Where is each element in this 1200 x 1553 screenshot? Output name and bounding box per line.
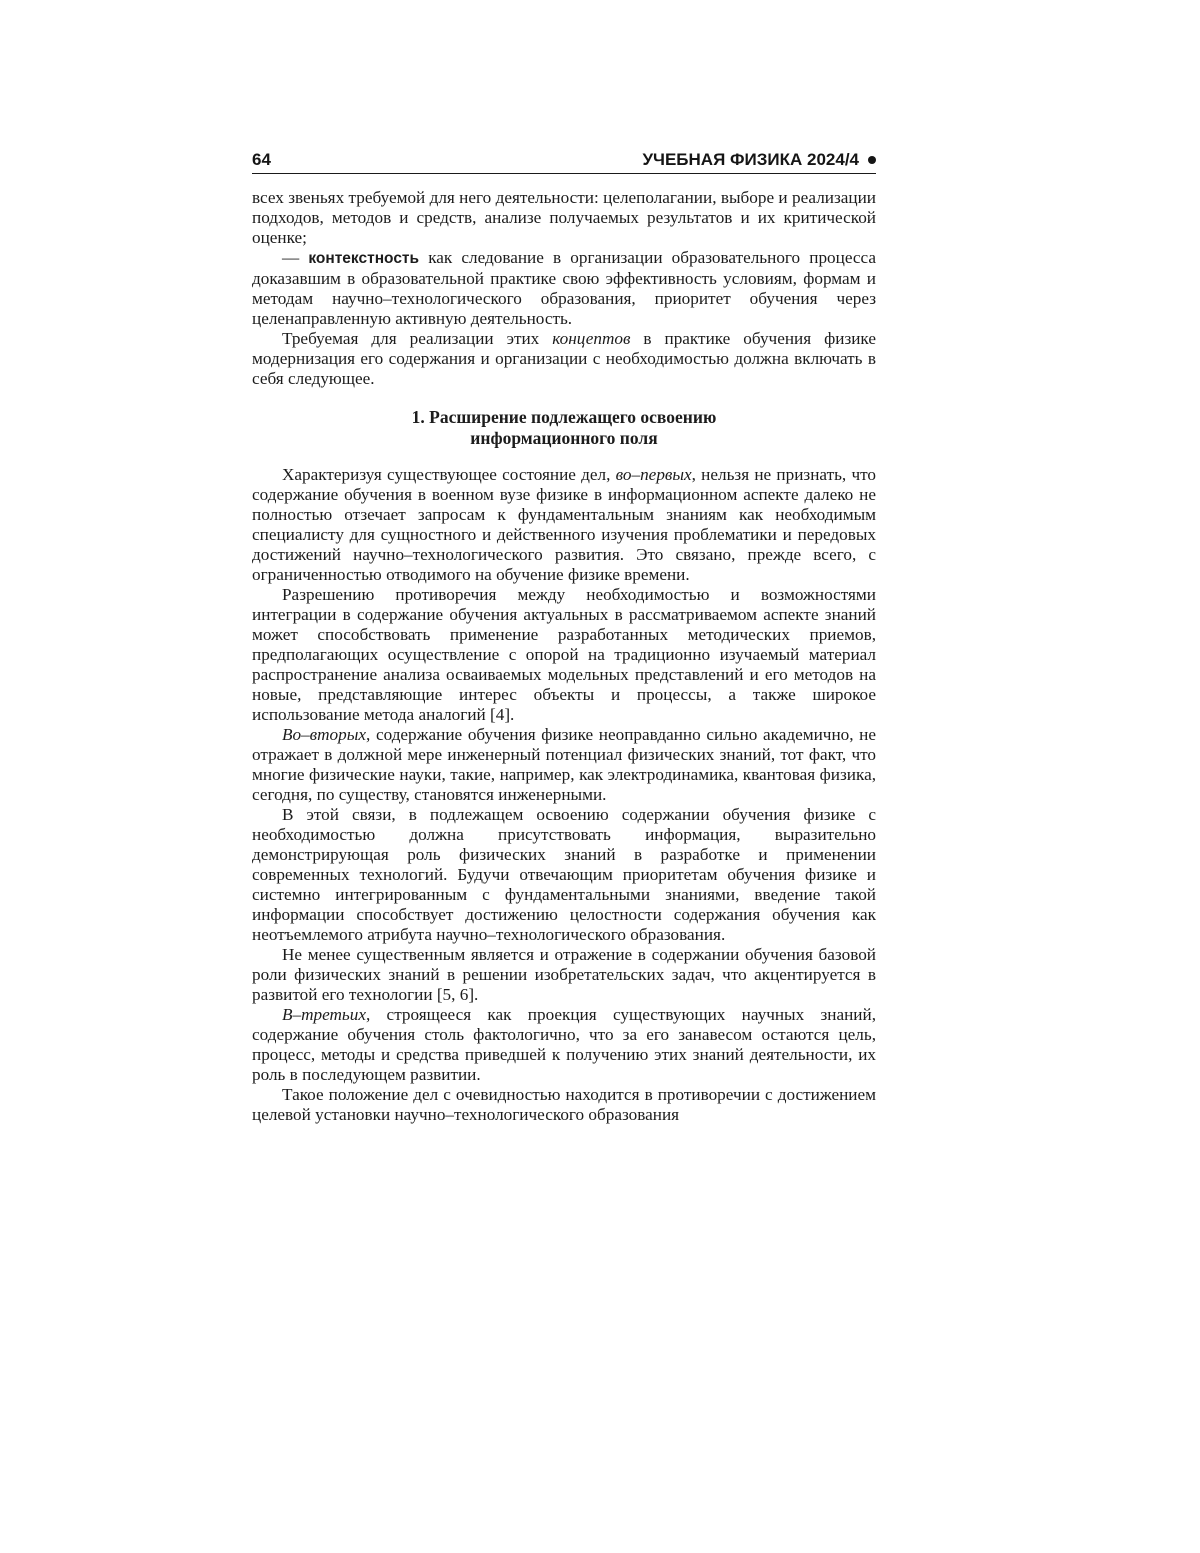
emphasis-secondly: Во–вторых [282, 725, 367, 744]
paragraph-3-rest: в практике обучения физике модернизация его содержания и организации с необходимостью должна включать в себя следующее. [252, 329, 876, 388]
running-header [252, 150, 876, 174]
filled-circle-icon [868, 156, 876, 164]
dash: — [282, 248, 309, 267]
page-number: 64 [252, 150, 271, 169]
paragraph-9-rest: , строящееся как проекция существующих научных знаний, содержание обучения столь фактологично, что за его занавесом остаются цель, процесс, методы и средства приведшей к получению этих знаний деятельности, их роль в последующем развитии. [252, 1005, 876, 1084]
paragraph-2-rest: как следование в организации образовательного процесса доказавшим в образовательной практике свою эффективность условиям, формам и методам научно–технологического образования, приоритет обучения через целенаправленную активную деятельность. [252, 248, 876, 328]
paragraph-4-start: Характеризуя существующее состояние дел, [282, 465, 616, 484]
paragraph-7: В этой связи, в подлежащем освоению содержании обучения физике с необходимостью должна присутствовать информация, выразительно демонстрирующая роль физических знаний в разработке и применении современных технологий. Будучи отвечающим приоритетам обучения физике и системно интегрированным с фундаментальными знаниями, введение такой информации способствует достижению целостности содержания обучения как неотъемлемого атрибута научно–технологического образования. [252, 805, 876, 944]
paragraph-2 [252, 248, 876, 329]
paragraph-1: всех звеньях требуемой для него деятельности: целеполагании, выборе и реализации подходов, методов и средств, анализе получаемых результатов и их критической оценке; [252, 188, 876, 247]
journal-title-group [642, 150, 876, 170]
journal-title: УЧЕБНАЯ ФИЗИКА 2024/4 [642, 150, 859, 169]
document-page [252, 150, 876, 1125]
paragraph-5: Разрешению противоречия между необходимостью и возможностями интеграции в содержание обучения актуальных в рассматриваемом аспекте знаний может способствовать применение разработанных методических приемов, предполагающих осуществление с опорой на традиционно изучаемый материал распространение анализа осваиваемых модельных представлений и его методов на новые, представляющие интерес объекты и процессы, а также широкое использование метода аналогий [4]. [252, 585, 876, 724]
section-heading-line-2: информационного поля [470, 428, 658, 448]
paragraph-10: Такое положение дел с очевидностью находится в противоречии с достижением целевой установки научно–технологического образования [252, 1085, 876, 1124]
paragraph-4 [252, 465, 876, 585]
emphasis-concepts: концептов [552, 329, 631, 348]
paragraph-6 [252, 725, 876, 805]
paragraph-9 [252, 1005, 876, 1085]
paragraph-4-rest: , нельзя не признать, что содержание обучения в военном вузе физике в информационном аспекте далеко не полностью отзечает запросам к фундаментальным знаниям как необходимым специалисту для сущностного и действенного изучения проблематики и передовых достижений научно–технологического развития. Это связано, прежде всего, с ограниченностью отводимого на обучение физике времени. [252, 465, 876, 584]
paragraph-8: Не менее существенным является и отражение в содержании обучения базовой роли физических знаний в решении изобретательских задач, что акцентируется в развитой его технологии [5, 6]. [252, 945, 876, 1004]
paragraph-6-rest: , содержание обучения физике неоправданно сильно академично, не отражает в должной мере инженерный потенциал физических знаний, тот факт, что многие физические науки, такие, например, как электродинамика, квантовая физика, сегодня, по существу, становятся инженерными. [252, 725, 876, 804]
paragraph-3-start: Требуемая для реализации этих [282, 329, 553, 348]
emphasis-firstly: во–первых [615, 465, 692, 484]
body-text [252, 188, 876, 1125]
section-heading-line-1: 1. Расширение подлежащего освоению [411, 407, 717, 427]
emphasis-thirdly: В–третьих [282, 1005, 366, 1024]
section-heading [252, 407, 876, 449]
term-contextness: контекстность [308, 250, 420, 267]
paragraph-3 [252, 329, 876, 389]
